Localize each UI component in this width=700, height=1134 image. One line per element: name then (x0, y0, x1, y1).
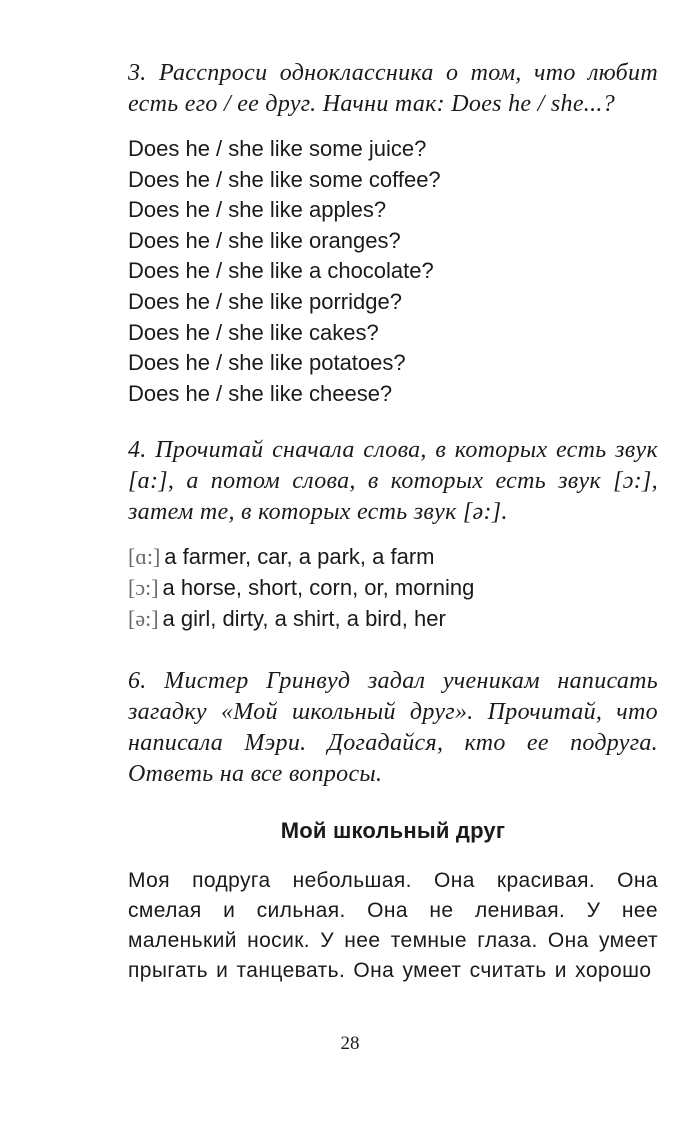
task-4-instruction: 4. Прочитай сначала слова, в которых есть звук [ɑ:], а потом слова, в которых есть звук [ɔ:], затем те, в которых есть звук [ə:]. (128, 437, 658, 526)
sound-word-list (128, 542, 658, 634)
page-content (128, 58, 658, 986)
question-item: Does he / she like some coffee? (128, 166, 441, 192)
phonetic-symbol: [ɔ:] (128, 574, 159, 600)
question-item: Does he / she like apples? (128, 197, 387, 223)
sound-words: a farmer, car, a park, a farm (164, 544, 435, 570)
task-3 (128, 58, 658, 120)
question-item: Does he / she like porridge? (128, 288, 402, 314)
sound-words: a girl, dirty, a shirt, a bird, her (162, 605, 446, 631)
sound-words: a horse, short, corn, or, morning (162, 574, 475, 600)
sound-row (128, 542, 658, 573)
question-list (128, 134, 658, 409)
question-item: Does he / she like a chocolate? (128, 258, 434, 284)
task-6 (128, 666, 658, 790)
page-number: 28 (340, 1033, 360, 1054)
task-3-instruction: 3. Расспроси одноклассника о том, что любит есть его / ее друг. Начни так: Does he / she...? (128, 60, 658, 117)
phonetic-symbol: [ə:] (128, 605, 159, 631)
story-title: Мой школьный друг (280, 818, 506, 844)
sound-row (128, 573, 658, 604)
question-item: Does he / she like cheese? (128, 380, 393, 406)
phonetic-symbol: [ɑ:] (128, 544, 161, 570)
task-6-instruction: 6. Мистер Гринвуд задал ученикам написать загадку «Мой школьный друг». Прочитай, что написала Мэри. Догадайся, кто ее подруга. Ответь на все вопросы. (128, 668, 658, 788)
question-item: Does he / she like cakes? (128, 319, 379, 345)
question-item: Does he / she like potatoes? (128, 350, 406, 376)
task-4 (128, 435, 658, 528)
question-item: Does he / she like some juice? (128, 136, 427, 161)
question-item: Does he / she like oranges? (128, 227, 401, 253)
story-paragraph: Моя подруга небольшая. Она красивая. Она смелая и сильная. Она не ленивая. У нее маленький носик. У нее темные глаза. Она умеет прыгать и танцевать. Она умеет считать и хорошо (128, 869, 658, 983)
sound-row (128, 604, 658, 635)
